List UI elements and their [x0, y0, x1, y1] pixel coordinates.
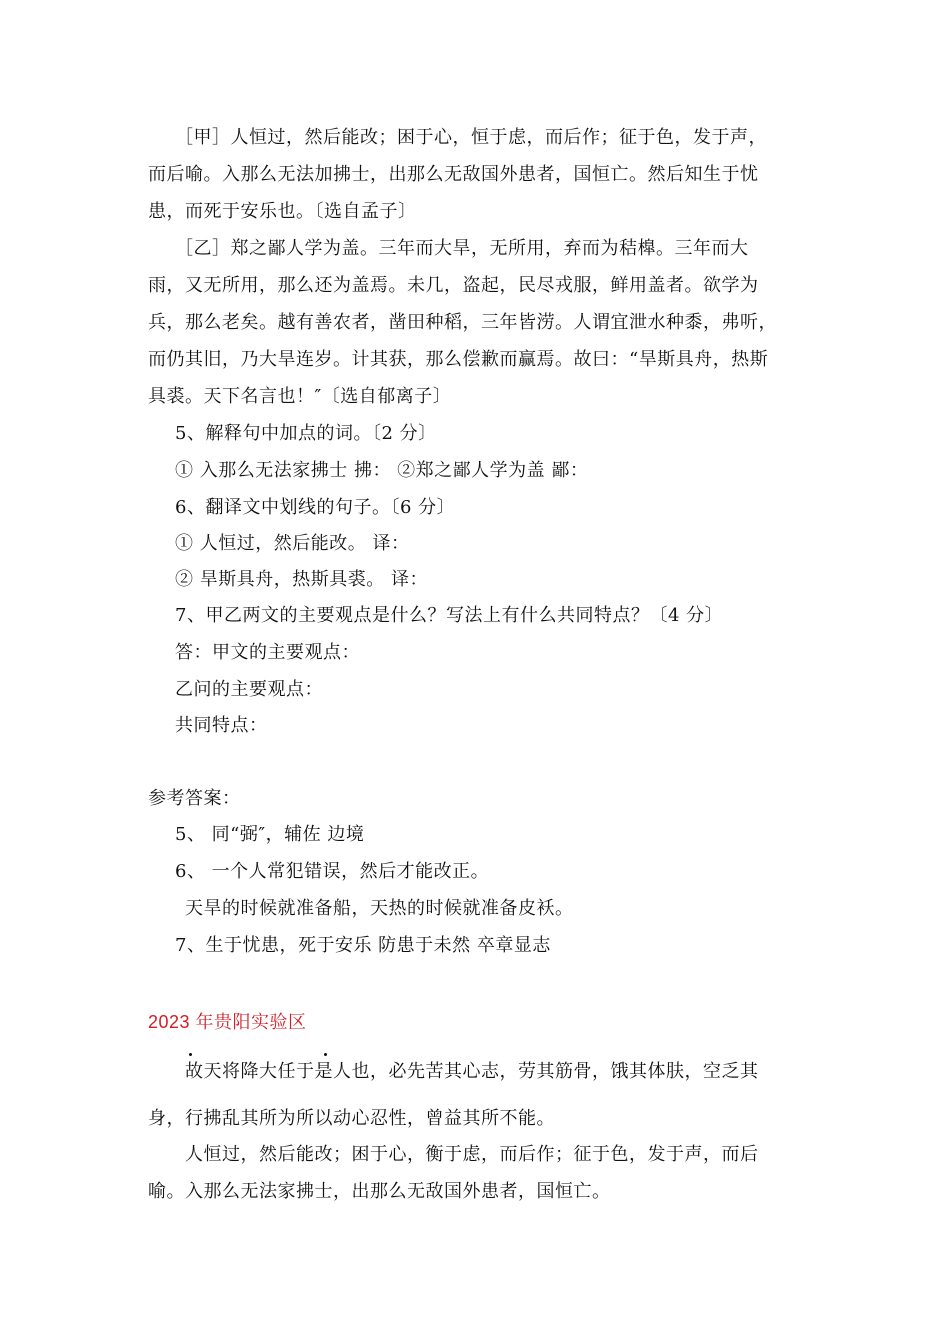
passage-jia-line-3: 患，而死于安乐也。〔选自孟子〕	[148, 201, 417, 222]
section-line-4: 喻。入那么无法家拂士，出那么无敌国外患者，国恒亡。	[148, 1181, 611, 1202]
emphasis-dot	[189, 1053, 192, 1056]
passage-yi-line-5: 具裘。天下名言也！″〔选自郁离子〕	[148, 386, 452, 407]
answer-7: 7、生于忧患，死于安乐 防患于未然 卒章显志	[175, 935, 551, 956]
passage-jia-line-2: 而后喻。入那么无法加拂士，出那么无敌国外患者，国恒亡。然后知生于忧	[148, 164, 759, 185]
answer-5: 5、 同“弼″，辅佐 边境	[175, 824, 365, 845]
question-7-answer-2: 乙问的主要观点：	[175, 679, 323, 700]
passage-jia-line-1: ［甲］人恒过，然后能改；困于心，恒于虑，而后作；征于色，发于声，	[175, 127, 767, 148]
section-line-2: 身，行拂乱其所为所以动心忍性，曾益其所不能。	[148, 1108, 555, 1129]
question-6-item-2: ② 旱斯具舟，热斯具裘。 译：	[175, 569, 428, 590]
question-7-answer-1: 答：甲文的主要观点：	[175, 642, 360, 663]
passage-yi-line-4: 而仍其旧，乃大旱连岁。计其获，那么偿歉而赢焉。故曰：“旱斯具舟，热斯	[148, 349, 769, 370]
question-5: 5、解释句中加点的词。〔2 分〕	[175, 423, 437, 444]
passage-yi-line-3: 兵，那么老矣。越有善农者，凿田种稻，三年皆涝。人谓宜泄水种黍，弗听，	[148, 312, 777, 333]
passage-yi-line-1: ［乙］郑之鄙人学为盖。三年而大旱，无所用，弃而为秸橰。三年而大	[175, 238, 749, 259]
question-7: 7、甲乙两文的主要观点是什么？写法上有什么共同特点？〔4 分〕	[175, 605, 724, 626]
question-6-item-1: ① 人恒过，然后能改。 译：	[175, 533, 410, 554]
question-6: 6、翻译文中划线的句子。〔6 分〕	[175, 497, 456, 518]
question-5-items: ① 入那么无法家拂士 拂： ②郑之鄙人学为盖 鄙：	[175, 460, 589, 481]
section-line-3: 人恒过，然后能改；困于心，衡于虑，而后作；征于色，发于声，而后	[185, 1144, 759, 1165]
section-line-1: 故天将降大任于是人也，必先苦其心志，劳其筋骨，饿其体肤，空乏其	[185, 1061, 759, 1082]
answer-6: 6、 一个人常犯错误，然后才能改正。	[175, 861, 490, 882]
answers-heading: 参考答案：	[148, 788, 241, 809]
answer-6-b: 天旱的时候就准备船，天热的时候就准备皮袄。	[185, 898, 574, 919]
passage-yi-line-2: 雨，又无所用，那么还为盖焉。未几，盗起，民尽戎服，鲜用盖者。欲学为	[148, 275, 759, 296]
emphasis-dot	[324, 1053, 327, 1056]
section-title: 2023 年贵阳实验区	[148, 1012, 307, 1032]
question-7-answer-3: 共同特点：	[175, 715, 268, 736]
